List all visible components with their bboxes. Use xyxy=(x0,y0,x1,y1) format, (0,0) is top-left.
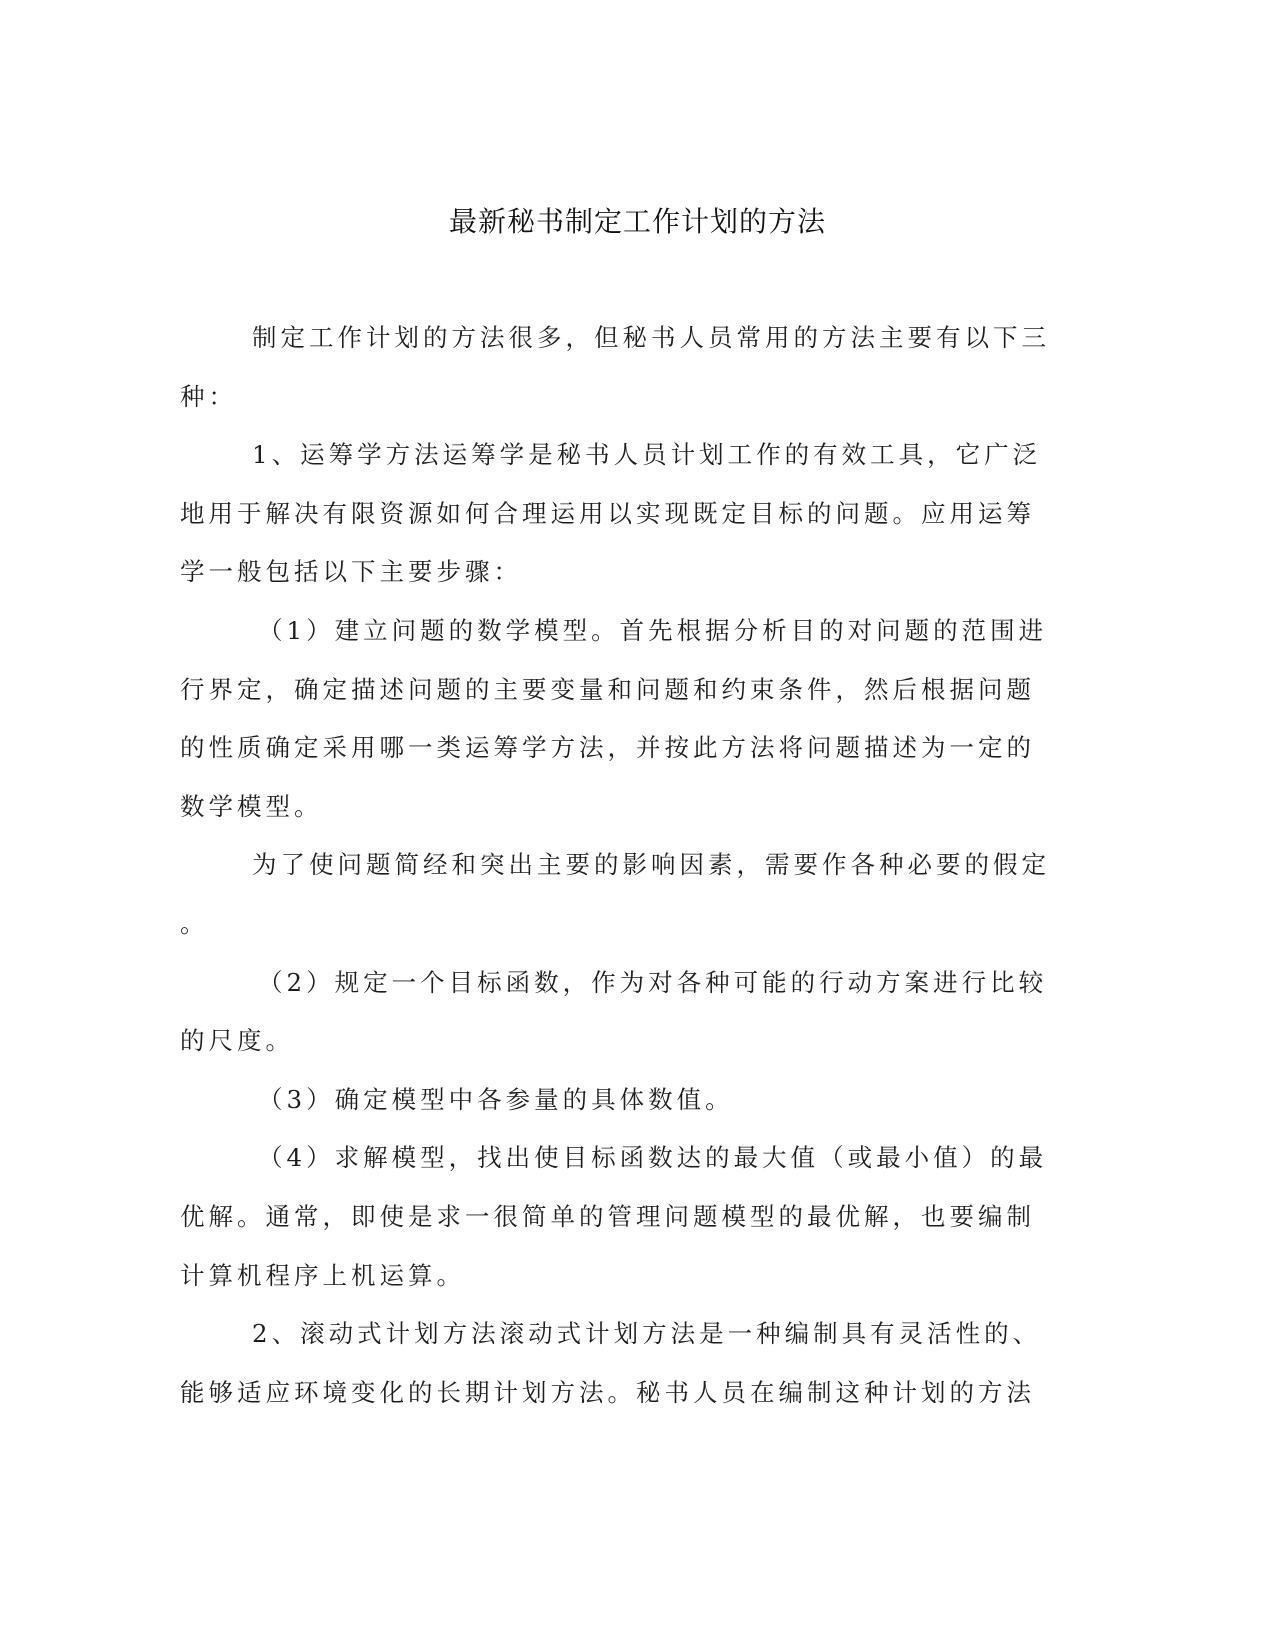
text-line: 行界定，确定描述问题的主要变量和问题和约束条件，然后根据问题 xyxy=(180,674,1035,704)
text-line: 为了使问题简经和突出主要的影响因素，需要作各种必要的假定 xyxy=(252,850,1050,880)
text-line: （4）求解模型，找出使目标函数达的最大值（或最小值）的最 xyxy=(258,1143,1048,1173)
document-body xyxy=(180,309,1060,1422)
text-line: （3）确定模型中各参量的具体数值。 xyxy=(258,1084,734,1114)
text-line: 能够适应环境变化的长期计划方法。秘书人员在编制这种计划的方法 xyxy=(180,1377,1035,1407)
text-line: 学一般包括以下主要步骤： xyxy=(180,557,522,587)
text-line: 制定工作计划的方法很多，但秘书人员常用的方法主要有以下三 xyxy=(252,323,1050,352)
text-line: 计算机程序上机运算。 xyxy=(180,1260,465,1290)
text-line: 。 xyxy=(180,908,209,938)
text-line: （1）建立问题的数学模型。首先根据分析目的对问题的范围进 xyxy=(258,615,1048,645)
text-line: 优解。通常，即使是求一很简单的管理问题模型的最优解，也要编制 xyxy=(180,1201,1035,1231)
text-line: 1、运筹学方法运筹学是秘书人员计划工作的有效工具，它广泛 xyxy=(252,440,1042,470)
document-title: 最新秘书制定工作计划的方法 xyxy=(448,205,826,238)
text-line: 2、滚动式计划方法滚动式计划方法是一种编制具有灵活性的、 xyxy=(252,1319,1042,1349)
text-line: 的性质确定采用哪一类运筹学方法，并按此方法将问题描述为一定的 xyxy=(180,733,1035,763)
text-line: （2）规定一个目标函数，作为对各种可能的行动方案进行比较 xyxy=(258,967,1048,997)
text-line: 地用于解决有限资源如何合理运用以实现既定目标的问题。应用运筹 xyxy=(180,498,1035,528)
text-line: 的尺度。 xyxy=(180,1026,294,1056)
text-line: 种： xyxy=(180,381,237,411)
text-line: 数学模型。 xyxy=(180,791,323,821)
